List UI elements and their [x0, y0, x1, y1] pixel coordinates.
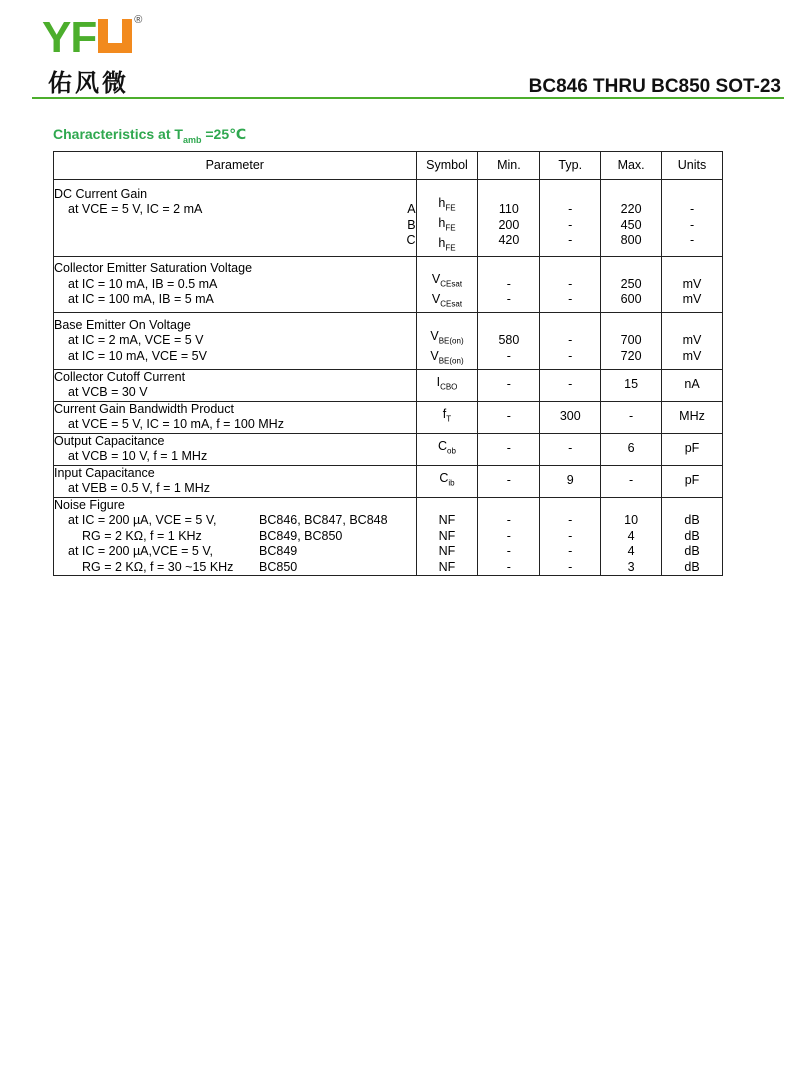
- units-cell: [662, 401, 723, 433]
- parameter-condition: at IC = 200 µA,VCE = 5 V, BC849: [68, 544, 298, 558]
- symbol-cell: [416, 497, 478, 576]
- min-value: -: [506, 473, 511, 488]
- typ-cell: [540, 497, 601, 576]
- typ-value: -: [568, 544, 573, 558]
- units-value: dB: [684, 559, 700, 574]
- blank-line: [540, 187, 600, 203]
- typ-value: -: [568, 559, 573, 574]
- units-value: mV: [682, 276, 702, 291]
- symbol-value: $h_{FE}$: [438, 215, 456, 232]
- min-value: -: [506, 377, 511, 392]
- max-value: -: [629, 473, 634, 488]
- parameter-cell: [54, 180, 417, 257]
- blank-line: [417, 313, 478, 329]
- characteristics-table: [53, 151, 723, 576]
- max-value: 4: [627, 528, 635, 543]
- parameter-name: Base Emitter On Voltage: [54, 317, 191, 332]
- blank-line: [478, 498, 539, 514]
- symbol-value: NF: [438, 559, 456, 574]
- min-value: 110: [498, 202, 519, 217]
- typ-value: -: [568, 217, 573, 232]
- typ-value: -: [568, 292, 573, 306]
- blank-line: [478, 261, 539, 277]
- units-value: mV: [682, 348, 702, 363]
- min-value: -: [506, 513, 511, 527]
- min-value: -: [506, 409, 511, 424]
- registered-mark: ®: [134, 14, 143, 26]
- max-value: 15: [624, 377, 639, 392]
- typ-value: -: [568, 513, 573, 527]
- units-value: mV: [682, 292, 702, 306]
- parameter-name: Output Capacitance: [54, 433, 165, 448]
- blank-line: [601, 498, 661, 514]
- blank-line: [478, 318, 539, 334]
- document-title: BC846 THRU BC850 SOT-23: [528, 76, 781, 97]
- blank-line: [662, 498, 722, 514]
- header-max: Max.: [601, 152, 662, 180]
- table-row: [54, 369, 723, 401]
- typ-cell: [540, 369, 601, 401]
- min-cell: [478, 369, 540, 401]
- parameter-cell: [54, 465, 417, 497]
- typ-value: 9: [566, 473, 574, 488]
- min-value: 580: [498, 333, 520, 347]
- min-value: 200: [498, 217, 520, 232]
- blank-line: [601, 187, 661, 203]
- max-value: 800: [620, 233, 642, 248]
- parameter-condition: at VCB = 10 V, f = 1 MHz: [68, 449, 208, 463]
- symbol-value: NF: [438, 513, 456, 527]
- table-header-row: [54, 152, 723, 180]
- min-cell: [478, 180, 540, 257]
- device-list: BC850: [259, 559, 298, 574]
- typ-value: -: [568, 441, 573, 456]
- blank-line: [540, 498, 600, 514]
- max-cell: [601, 433, 662, 465]
- parameter-condition: at VCE = 5 V, IC = 2 mA A: [68, 202, 416, 217]
- symbol-cell: [416, 465, 478, 497]
- gain-class-line: [54, 233, 416, 249]
- max-cell: [601, 465, 662, 497]
- min-value: -: [506, 441, 511, 456]
- typ-value: -: [568, 333, 573, 347]
- min-value: -: [506, 544, 511, 558]
- device-list: BC849: [259, 544, 298, 558]
- typ-cell: [540, 433, 601, 465]
- symbol-value: $C_{ob}$: [438, 439, 456, 456]
- brand-chinese-name: 佑风微: [48, 69, 129, 97]
- parameter-condition: at IC = 200 µA, VCE = 5 V, BC846, BC847, BC848: [68, 513, 388, 527]
- blank-line: [601, 318, 661, 334]
- max-cell: [601, 256, 662, 313]
- blank-line: [601, 261, 661, 277]
- table-row: [54, 433, 723, 465]
- header-units: Units: [662, 152, 723, 180]
- parameter-condition: RG = 2 KΩ, f = 1 KHz BC849, BC850: [82, 528, 343, 543]
- parameter-name: Collector Emitter Saturation Voltage: [54, 261, 253, 275]
- typ-cell: [540, 313, 601, 370]
- typ-value: -: [568, 276, 573, 291]
- parameter-condition: at IC = 100 mA, IB = 5 mA: [68, 292, 214, 306]
- parameter-condition: at VCB = 30 V: [68, 385, 148, 399]
- max-value: 4: [627, 544, 635, 558]
- max-value: 720: [620, 348, 642, 363]
- table-row: [54, 465, 723, 497]
- parameter-condition: at IC = 10 mA, IB = 0.5 mA: [68, 276, 218, 291]
- parameter-condition: RG = 2 KΩ, f = 30 ~15 KHz BC850: [82, 559, 298, 574]
- brand-logo-mark: [42, 14, 142, 62]
- table-row: [54, 401, 723, 433]
- max-cell: [601, 180, 662, 257]
- typ-value: 300: [559, 409, 581, 424]
- device-list: BC849, BC850: [259, 528, 343, 543]
- symbol-value: $I_{CBO}$: [436, 375, 458, 392]
- symbol-value: $V_{CEsat}$: [431, 292, 463, 309]
- max-value: 700: [620, 333, 642, 347]
- max-cell: [601, 401, 662, 433]
- table-row: [54, 180, 723, 257]
- parameter-cell: [54, 313, 417, 370]
- parameter-condition: at IC = 10 mA, VCE = 5V: [68, 348, 207, 363]
- units-cell: [662, 256, 723, 313]
- max-cell: [601, 313, 662, 370]
- blank-line: [540, 318, 600, 334]
- typ-cell: [540, 401, 601, 433]
- min-cell: [478, 433, 540, 465]
- min-cell: [478, 497, 540, 576]
- symbol-value: $h_{FE}$: [438, 235, 456, 252]
- parameter-name: Collector Cutoff Current: [54, 369, 186, 384]
- units-value: dB: [684, 544, 700, 558]
- brand-logo: [42, 13, 162, 97]
- max-value: 600: [620, 292, 642, 306]
- symbol-cell: [416, 369, 478, 401]
- units-cell: [662, 433, 723, 465]
- units-value: MHz: [679, 409, 705, 424]
- max-value: -: [629, 409, 634, 424]
- min-value: -: [506, 528, 511, 543]
- typ-cell: [540, 256, 601, 313]
- max-cell: [601, 369, 662, 401]
- min-value: -: [506, 276, 511, 291]
- symbol-value: NF: [438, 544, 456, 558]
- parameter-name: DC Current Gain: [54, 186, 148, 201]
- units-value: mV: [682, 333, 702, 347]
- units-value: dB: [684, 528, 700, 543]
- blank-line: [417, 498, 478, 514]
- min-cell: [478, 465, 540, 497]
- min-cell: [478, 313, 540, 370]
- blank-line: [662, 187, 722, 203]
- header-typ: Typ.: [540, 152, 601, 180]
- brand-logo-w-block: [98, 19, 132, 53]
- typ-cell: [540, 465, 601, 497]
- parameter-cell: [54, 497, 417, 576]
- min-cell: [478, 256, 540, 313]
- min-cell: [478, 401, 540, 433]
- table-row: [54, 313, 723, 370]
- parameter-condition: at IC = 2 mA, VCE = 5 V: [68, 333, 204, 347]
- units-value: nA: [684, 377, 700, 392]
- blank-line: [417, 257, 478, 273]
- section-title: Characteristics at $T_{amb}$ =25℃: [53, 126, 247, 145]
- header-parameter: Parameter: [54, 152, 417, 180]
- parameter-name: Current Gain Bandwidth Product: [54, 401, 234, 416]
- units-value: -: [689, 233, 695, 248]
- gain-class: C: [406, 233, 416, 248]
- symbol-value: $f_T$: [442, 407, 452, 424]
- units-cell: [662, 180, 723, 257]
- max-value: 3: [627, 559, 635, 574]
- units-value: -: [689, 202, 695, 217]
- max-value: 10: [624, 513, 639, 527]
- parameter-name: Input Capacitance: [54, 465, 155, 480]
- typ-cell: [540, 180, 601, 257]
- min-value: -: [506, 348, 511, 363]
- symbol-cell: [416, 313, 478, 370]
- symbol-cell: [416, 433, 478, 465]
- units-value: -: [689, 217, 695, 232]
- blank-line: [662, 261, 722, 277]
- symbol-value: $V_{BE(on)}$: [430, 348, 464, 365]
- parameter-cell: [54, 433, 417, 465]
- parameter-cell: [54, 256, 417, 313]
- min-value: -: [506, 559, 511, 574]
- min-value: -: [506, 292, 511, 306]
- gain-class: B: [407, 217, 416, 232]
- parameter-condition: at VEB = 0.5 V, f = 1 MHz: [68, 481, 210, 495]
- symbol-value: $V_{CEsat}$: [431, 272, 463, 289]
- min-value: 420: [498, 233, 520, 248]
- symbol-value: $h_{FE}$: [438, 195, 456, 212]
- table-row: [54, 256, 723, 313]
- max-value: 220: [620, 202, 642, 217]
- units-value: pF: [684, 473, 700, 488]
- header-min: Min.: [478, 152, 540, 180]
- units-cell: [662, 369, 723, 401]
- device-list: BC846, BC847, BC848: [259, 513, 388, 527]
- units-cell: [662, 465, 723, 497]
- brand-logo-letters: YF: [42, 13, 97, 62]
- max-cell: [601, 497, 662, 576]
- units-value: pF: [684, 441, 700, 456]
- blank-line: [540, 261, 600, 277]
- blank-line: [417, 180, 478, 196]
- gain-class: A: [407, 202, 416, 217]
- blank-line: [478, 187, 539, 203]
- units-cell: [662, 313, 723, 370]
- typ-value: -: [568, 528, 573, 543]
- gain-class-line: [54, 218, 416, 234]
- units-value: dB: [684, 513, 700, 527]
- header-divider: [32, 97, 784, 99]
- max-value: 250: [620, 276, 642, 291]
- blank-line: [662, 318, 722, 334]
- parameter-name: Noise Figure: [54, 497, 125, 512]
- parameter-condition: at VCE = 5 V, IC = 10 mA, f = 100 MHz: [68, 417, 284, 431]
- parameter-cell: [54, 401, 417, 433]
- typ-value: -: [568, 202, 573, 217]
- max-value: 6: [627, 441, 635, 456]
- symbol-value: $C_{ib}$: [439, 471, 455, 488]
- parameter-cell: [54, 369, 417, 401]
- symbol-value: NF: [438, 528, 456, 543]
- symbol-cell: [416, 180, 478, 257]
- header-symbol: Symbol: [416, 152, 478, 180]
- symbol-value: $V_{BE(on)}$: [430, 328, 464, 345]
- typ-value: -: [568, 233, 573, 248]
- symbol-cell: [416, 256, 478, 313]
- max-value: 450: [620, 217, 642, 232]
- table-row: [54, 497, 723, 576]
- typ-value: -: [568, 348, 573, 363]
- typ-value: -: [568, 377, 573, 392]
- symbol-cell: [416, 401, 478, 433]
- units-cell: [662, 497, 723, 576]
